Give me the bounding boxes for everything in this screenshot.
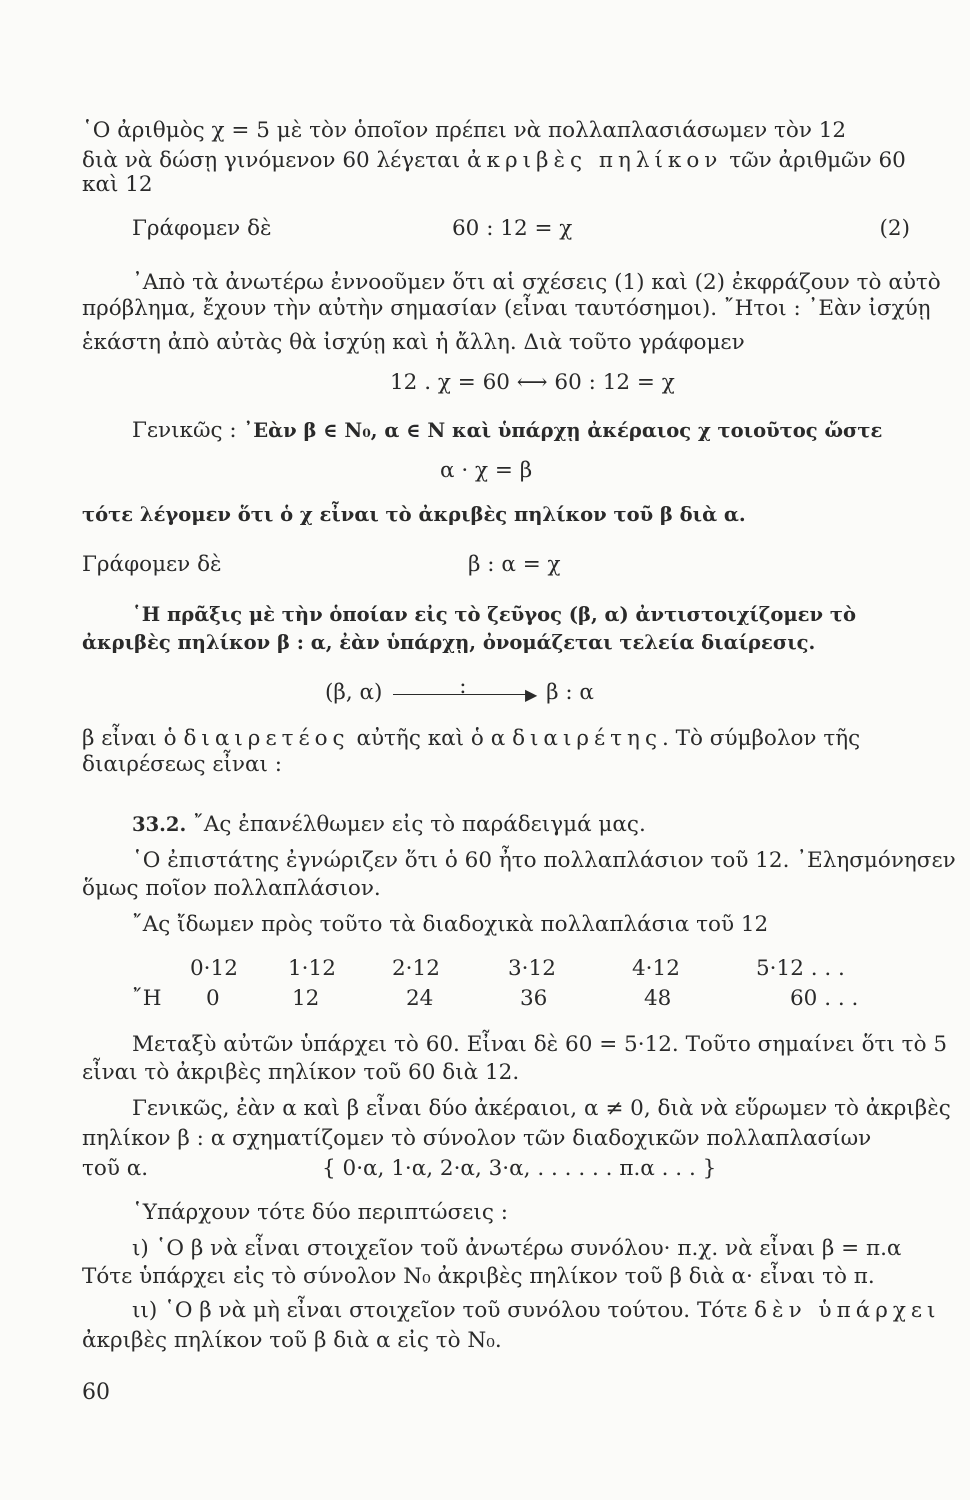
text-span: ιι) ῾Ο β νὰ μὴ εἶναι στοιχεῖον τοῦ συνόλου τούτου. Τότε [132, 1298, 748, 1323]
multiple-value: 36 [520, 986, 548, 1011]
definition-line: ἀκριβὲς πηλίκον β : α, ἐὰν ὑπάρχῃ, ὀνομάζεται τελεία διαίρεσις. [82, 631, 816, 654]
text-line: ῾Υπάρχουν τότε δύο περιπτώσεις : [132, 1200, 508, 1225]
text-line [132, 1298, 941, 1324]
text-line: ι) ῾Ο β νὰ εἶναι στοιχεῖον τοῦ ἀνωτέρω συνόλου· π.χ. νὰ εἶναι β = π.α [132, 1236, 902, 1261]
multiple-cell: 0·12 [190, 956, 238, 981]
formula: α · χ = β [440, 458, 533, 483]
text-line: ᾿Απὸ τὰ ἀνωτέρω ἐννοοῦμεν ὅτι αἱ σχέσεις (1) καὶ (2) ἐκφράζουν τὸ αὐτὸ [132, 270, 941, 295]
text-line: Μεταξὺ αὐτῶν ὑπάρχει τὸ 60. Εἶναι δὲ 60 = 5·12. Τοῦτο σημαίνει ὅτι τὸ 5 [132, 1032, 948, 1057]
multiple-cell: 4·12 [632, 956, 680, 981]
formula: 12 . χ = 60 ⟷ 60 : 12 = χ [390, 370, 675, 395]
text-span: Γενικῶς : [132, 418, 237, 443]
spaced-term: ἀκριβὲς πηλίκον [466, 148, 723, 173]
division-mapping [325, 674, 594, 706]
arrowhead-icon: ▶ [524, 685, 538, 704]
equation-number: (2) [879, 216, 910, 241]
text-span: Γράφομεν δὲ [82, 552, 222, 577]
spaced-term: δὲν ὑπάρχει [754, 1298, 941, 1323]
text-span: . Τὸ σύμβολον τῆς [661, 726, 861, 751]
formula-line [82, 552, 910, 578]
formula: { 0·α, 1·α, 2·α, 3·α, . . . . . . π.α . . . } [322, 1156, 717, 1181]
multiple-cell: 5·12 . . . [756, 956, 845, 981]
multiple-value: 12 [292, 986, 320, 1011]
multiple-value: 24 [406, 986, 434, 1011]
text-span: Γράφομεν δὲ [132, 216, 272, 241]
page-number: 60 [82, 1380, 110, 1405]
bold-text: ᾿Εὰν β ∈ N₀, α ∈ N καὶ ὑπάρχῃ ἀκέραιος χ τοιοῦτος ὥστε [243, 419, 883, 442]
text-line [82, 726, 910, 752]
spaced-term: διαιρετέος [183, 726, 350, 751]
text-line: εἶναι τὸ ἀκριβὲς πηλίκον τοῦ 60 διὰ 12. [82, 1060, 520, 1085]
multiple-value: 0 [206, 986, 220, 1011]
definition-line [132, 418, 910, 444]
formula: β : α = χ [468, 552, 561, 577]
text-span: ῎Ας ἐπανέλθωμεν εἰς τὸ παράδειγμά μας. [193, 812, 646, 837]
text-span: β εἶναι ὁ [82, 726, 177, 751]
text-line: διαιρέσεως εἶναι : [82, 752, 282, 777]
text-line: ῾Ο ἀριθμὸς χ = 5 μὲ τὸν ὁποῖον πρέπει νὰ πολλαπλασιάσωμεν τὸν 12 [82, 118, 847, 143]
quotient: β : α [546, 680, 594, 705]
section-line [132, 812, 910, 838]
text-line: καὶ 12 [82, 172, 153, 197]
multiple-cell: 2·12 [392, 956, 440, 981]
text-line [82, 148, 910, 174]
text-span: τῶν ἀριθμῶν 60 [729, 148, 906, 173]
text-line: ἑκάστη ἀπὸ αὐτὰς θὰ ἰσχύῃ καὶ ἡ ἄλλη. Διὰ τοῦτο γράφομεν [82, 330, 745, 355]
multiple-value: 60 . . . [790, 986, 859, 1011]
section-number: 33.2. [132, 813, 187, 836]
definition-line: τότε λέγομεν ὅτι ὁ χ εἶναι τὸ ἀκριβὲς πηλίκον τοῦ β διὰ α. [82, 503, 746, 526]
text-line: πρόβλημα, ἔχουν τὴν αὐτὴν σημασίαν (εἶναι ταυτόσημοι). ῎Ητοι : ᾿Εὰν ἰσχύῃ [82, 296, 931, 321]
mapping-arrow [389, 674, 539, 706]
arrow-label: : [459, 674, 467, 699]
multiple-value: 48 [644, 986, 672, 1011]
row-label: ῎Η [132, 986, 162, 1011]
text-line: Γενικῶς, ἐὰν α καὶ β εἶναι δύο ἀκέραιοι, α ≠ 0, διὰ νὰ εὕρωμεν τὸ ἀκριβὲς [132, 1096, 951, 1121]
formula-line [132, 216, 910, 242]
pair: (β, α) [325, 680, 383, 705]
text-span: διὰ νὰ δώσῃ γινόμενον 60 λέγεται [82, 148, 461, 173]
text-line: ῎Ας ἴδωμεν πρὸς τοῦτο τὰ διαδοχικὰ πολλαπλάσια τοῦ 12 [132, 912, 769, 937]
text-line: ὅμως ποῖον πολλαπλάσιον. [82, 876, 381, 901]
text-line: ῾Ο ἐπιστάτης ἐγνώριζεν ὅτι ὁ 60 ἦτο πολλαπλάσιον τοῦ 12. ᾿Ελησμόνησεν [132, 848, 956, 873]
formula: 60 : 12 = χ [452, 216, 573, 241]
text-line: πηλίκον β : α σχηματίζομεν τὸ σύνολον τῶν διαδοχικῶν πολλαπλασίων [82, 1126, 872, 1151]
multiple-cell: 1·12 [288, 956, 336, 981]
formula-line [82, 1156, 910, 1182]
multiple-cell: 3·12 [508, 956, 556, 981]
spaced-term: διαιρέτης [512, 726, 662, 751]
definition-line: ῾Η πρᾶξις μὲ τὴν ὁποίαν εἰς τὸ ζεῦγος (β, α) ἀντιστοιχίζομεν τὸ [132, 603, 856, 626]
text-line: ἀκριβὲς πηλίκον τοῦ β διὰ α εἰς τὸ N₀. [82, 1328, 502, 1353]
text-line: Τότε ὑπάρχει εἰς τὸ σύνολον N₀ ἀκριβὲς πηλίκον τοῦ β διὰ α· εἶναι τὸ π. [82, 1264, 875, 1289]
text-span: τοῦ α. [82, 1156, 149, 1181]
text-span: αὐτῆς καὶ ὁ α [356, 726, 506, 751]
